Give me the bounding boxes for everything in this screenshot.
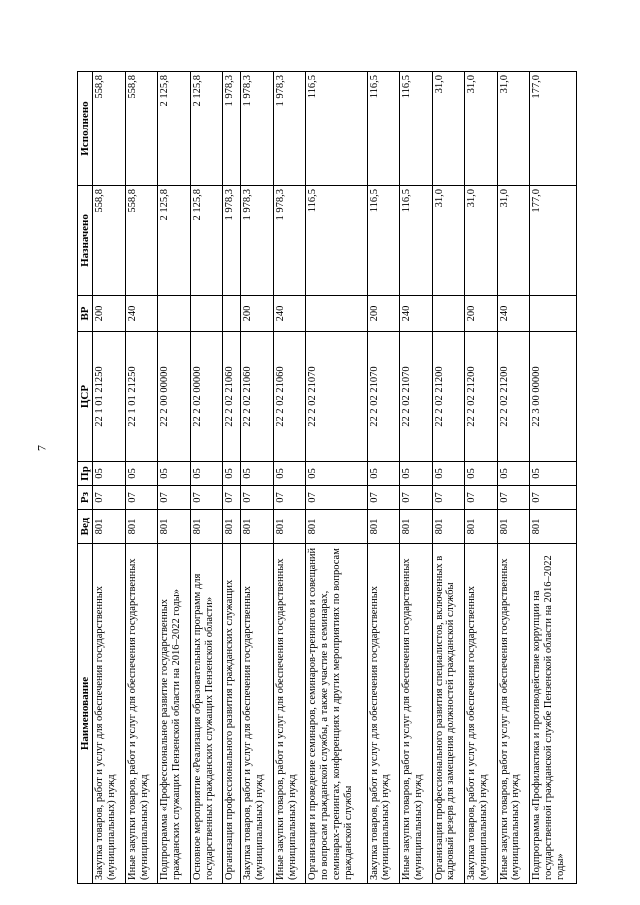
cell-rz: 07 [306,486,367,510]
cell-isp: 558,8 [125,72,157,186]
cell-pr: 05 [306,462,367,486]
cell-csr: 22 2 02 21200 [497,332,529,462]
cell-isp: 31,0 [465,72,497,186]
table-row [306,72,367,884]
table-row [223,72,241,884]
cell-rz: 07 [241,486,273,510]
table-body [93,72,577,884]
cell-pr: 05 [530,462,577,486]
cell-pr: 05 [367,462,399,486]
cell-pr: 05 [432,462,464,486]
cell-nazn: 31,0 [497,186,529,296]
cell-vr: 240 [273,296,305,332]
header-nazn: Назначено [78,186,93,296]
cell-rz: 07 [400,486,432,510]
cell-ved: 801 [158,510,190,544]
cell-name: Закупка товаров, работ и услуг для обеспечения государственных (муниципальных) нужд [241,544,273,884]
cell-rz: 07 [465,486,497,510]
cell-csr: 22 2 02 21200 [432,332,464,462]
table-row [400,72,432,884]
cell-csr: 22 2 02 21200 [465,332,497,462]
cell-ved: 801 [306,510,367,544]
cell-csr: 22 2 02 21060 [273,332,305,462]
cell-csr: 22 1 01 21250 [93,332,125,462]
cell-rz: 07 [530,486,577,510]
cell-isp: 31,0 [432,72,464,186]
cell-ved: 801 [190,510,222,544]
cell-csr: 22 3 00 00000 [530,332,577,462]
cell-ved: 801 [530,510,577,544]
cell-name: Иные закупки товаров, работ и услуг для обеспечения государственных (муниципальных) нужд [400,544,432,884]
cell-isp: 1 978,3 [223,72,241,186]
cell-nazn: 1 978,3 [223,186,241,296]
cell-name: Подпрограмма «Профилактика и противодействие коррупции на государственной гражданской службе Пензенской области на 2016–2022 годы» [530,544,577,884]
table-row [530,72,577,884]
cell-vr [306,296,367,332]
table-row [190,72,222,884]
cell-pr: 05 [497,462,529,486]
cell-csr: 22 2 02 21070 [400,332,432,462]
cell-nazn: 116,5 [367,186,399,296]
cell-name: Иные закупки товаров, работ и услуг для обеспечения государственных (муниципальных) нужд [125,544,157,884]
cell-ved: 801 [400,510,432,544]
cell-ved: 801 [125,510,157,544]
cell-pr: 05 [273,462,305,486]
cell-vr: 200 [465,296,497,332]
cell-rz: 07 [497,486,529,510]
table-row [367,72,399,884]
cell-isp: 177,0 [530,72,577,186]
cell-isp: 558,8 [93,72,125,186]
cell-vr: 200 [93,296,125,332]
cell-pr: 05 [241,462,273,486]
cell-csr: 22 2 00 00000 [158,332,190,462]
table-row [497,72,529,884]
cell-rz: 07 [367,486,399,510]
cell-ved: 801 [497,510,529,544]
cell-rz: 07 [125,486,157,510]
table-row [125,72,157,884]
cell-ved: 801 [93,510,125,544]
cell-nazn: 558,8 [93,186,125,296]
cell-name: Закупка товаров, работ и услуг для обеспечения государственных (муниципальных) нужд [367,544,399,884]
cell-csr: 22 2 02 21060 [223,332,241,462]
cell-pr: 05 [158,462,190,486]
cell-isp: 2 125,8 [158,72,190,186]
cell-pr: 05 [400,462,432,486]
header-rz: Рз [78,486,93,510]
cell-nazn: 31,0 [432,186,464,296]
cell-vr: 240 [400,296,432,332]
cell-isp: 116,5 [306,72,367,186]
cell-pr: 05 [125,462,157,486]
cell-ved: 801 [367,510,399,544]
cell-name: Подпрограмма «Профессиональное развитие государственных гражданских служащих Пензенской области на 2016–2022 годы» [158,544,190,884]
cell-csr: 22 2 02 00000 [190,332,222,462]
cell-ved: 801 [241,510,273,544]
cell-vr [223,296,241,332]
cell-csr: 22 2 02 21070 [367,332,399,462]
page-number: 7 [34,445,49,451]
table-row [158,72,190,884]
cell-rz: 07 [93,486,125,510]
cell-vr [158,296,190,332]
cell-pr: 05 [190,462,222,486]
header-vr: ВР [78,296,93,332]
cell-vr [190,296,222,332]
table-row [93,72,125,884]
table-row [273,72,305,884]
cell-ved: 801 [465,510,497,544]
cell-name: Иные закупки товаров, работ и услуг для обеспечения государственных (муниципальных) нужд [497,544,529,884]
cell-vr: 240 [497,296,529,332]
table-header-row [78,72,93,884]
cell-nazn: 116,5 [400,186,432,296]
cell-pr: 05 [93,462,125,486]
cell-isp: 116,5 [367,72,399,186]
cell-nazn: 177,0 [530,186,577,296]
cell-vr: 200 [241,296,273,332]
cell-name: Организация и проведение семинаров, семинаров-тренингов и совещаний по вопросам гражданской службы, а также участие в семинарах, семинарах-тренингах, конференциях и других мероприятиях по вопросам гражданской службы [306,544,367,884]
budget-table-container [77,72,577,884]
cell-pr: 05 [465,462,497,486]
cell-rz: 07 [223,486,241,510]
table-row [432,72,464,884]
cell-csr: 22 2 02 21060 [241,332,273,462]
cell-rz: 07 [190,486,222,510]
cell-nazn: 558,8 [125,186,157,296]
cell-isp: 1 978,3 [273,72,305,186]
header-name: Наименование [78,544,93,884]
cell-csr: 22 1 01 21250 [125,332,157,462]
cell-isp: 2 125,8 [190,72,222,186]
header-pr: Пр [78,462,93,486]
cell-rz: 07 [432,486,464,510]
cell-rz: 07 [273,486,305,510]
cell-rz: 07 [158,486,190,510]
cell-vr: 200 [367,296,399,332]
cell-vr [432,296,464,332]
cell-ved: 801 [432,510,464,544]
cell-name: Основное мероприятие «Реализация образовательных программ для государственных гражданских служащих Пензенской области» [190,544,222,884]
cell-ved: 801 [223,510,241,544]
budget-table [77,71,577,884]
header-ved: Вед [78,510,93,544]
cell-nazn: 2 125,8 [190,186,222,296]
cell-nazn: 1 978,3 [273,186,305,296]
cell-isp: 31,0 [497,72,529,186]
cell-name: Закупка товаров, работ и услуг для обеспечения государственных (муниципальных) нужд [93,544,125,884]
cell-name: Организация профессионального развития специалистов, включенных в кадровый резерв для замещения должностей гражданской службы [432,544,464,884]
table-row [465,72,497,884]
cell-isp: 116,5 [400,72,432,186]
table-row [241,72,273,884]
cell-vr [530,296,577,332]
cell-name: Иные закупки товаров, работ и услуг для обеспечения государственных (муниципальных) нужд [273,544,305,884]
cell-vr: 240 [125,296,157,332]
cell-nazn: 31,0 [465,186,497,296]
cell-nazn: 1 978,3 [241,186,273,296]
cell-name: Организация профессионального развития гражданских служащих [223,544,241,884]
cell-name: Закупка товаров, работ и услуг для обеспечения государственных (муниципальных) нужд [465,544,497,884]
cell-ved: 801 [273,510,305,544]
cell-isp: 1 978,3 [241,72,273,186]
header-csr: ЦСР [78,332,93,462]
cell-nazn: 116,5 [306,186,367,296]
header-isp: Исполнено [78,72,93,186]
cell-csr: 22 2 02 21070 [306,332,367,462]
cell-nazn: 2 125,8 [158,186,190,296]
cell-pr: 05 [223,462,241,486]
